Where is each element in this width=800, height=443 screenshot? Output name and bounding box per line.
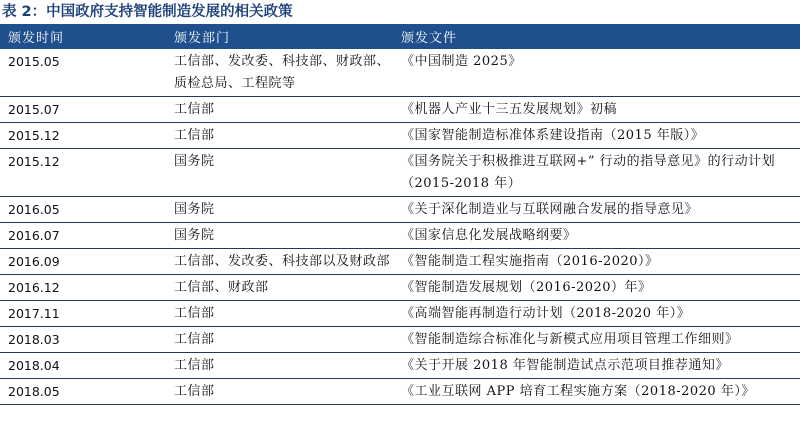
- cell-date: 2016.12: [0, 275, 172, 301]
- table-row: [0, 223, 800, 249]
- header-document: 颁发文件: [401, 31, 458, 46]
- cell-date: 2015.07: [0, 97, 172, 123]
- table-header: [0, 24, 800, 49]
- cell-department: 工信部、财政部: [172, 275, 399, 301]
- cell-document: 《工业互联网 APP 培育工程实施方案（2018-2020 年）》: [399, 379, 800, 405]
- cell-date: 2018.03: [0, 327, 172, 353]
- cell-date: 2016.05: [0, 197, 172, 223]
- policy-table: [0, 24, 800, 405]
- table-row: [0, 197, 800, 223]
- cell-document: 《关于深化制造业与互联网融合发展的指导意见》: [399, 197, 800, 223]
- cell-document: 《智能制造发展规划（2016-2020）年》: [399, 275, 800, 301]
- cell-document: 《智能制造综合标准化与新模式应用项目管理工作细则》: [399, 327, 800, 353]
- table-row: [0, 301, 800, 327]
- table-row: [0, 353, 800, 379]
- header-department: 颁发部门: [174, 31, 231, 46]
- cell-department: 工信部、发改委、科技部以及财政部: [172, 249, 399, 275]
- cell-document: 《关于开展 2018 年智能制造试点示范项目推荐通知》: [399, 353, 800, 379]
- table-row: [0, 249, 800, 275]
- header-date: 颁发时间: [8, 31, 65, 46]
- cell-document: 《智能制造工程实施指南（2016-2020）》: [399, 249, 800, 275]
- cell-department: 国务院: [172, 149, 399, 197]
- cell-date: 2015.05: [0, 49, 172, 97]
- table-row: [0, 149, 800, 197]
- table-body: [0, 49, 800, 405]
- cell-department: 国务院: [172, 197, 399, 223]
- cell-department: 国务院: [172, 223, 399, 249]
- cell-department: 工信部: [172, 97, 399, 123]
- table-row: [0, 275, 800, 301]
- cell-date: 2016.09: [0, 249, 172, 275]
- cell-department: 工信部: [172, 123, 399, 149]
- cell-department: 工信部: [172, 327, 399, 353]
- cell-document: 《国家信息化发展战略纲要》: [399, 223, 800, 249]
- cell-department: 工信部、发改委、科技部、财政部、质检总局、工程院等: [172, 49, 399, 97]
- table-row: [0, 327, 800, 353]
- table-row: [0, 379, 800, 405]
- header-row: [0, 24, 800, 49]
- cell-date: 2018.05: [0, 379, 172, 405]
- cell-department: 工信部: [172, 379, 399, 405]
- cell-date: 2017.11: [0, 301, 172, 327]
- cell-document: 《中国制造 2025》: [399, 49, 800, 97]
- cell-document: 《国家智能制造标准体系建设指南（2015 年版）》: [399, 123, 800, 149]
- cell-document: 《国务院关于积极推进互联网+” 行动的指导意见》的行动计划（2015-2018 年）: [399, 149, 800, 197]
- cell-department: 工信部: [172, 353, 399, 379]
- cell-date: 2015.12: [0, 149, 172, 197]
- cell-date: 2016.07: [0, 223, 172, 249]
- table-row: [0, 123, 800, 149]
- table-caption: 表 2：中国政府支持智能制造发展的相关政策: [2, 4, 293, 20]
- cell-department: 工信部: [172, 301, 399, 327]
- cell-date: 2015.12: [0, 123, 172, 149]
- table-row: [0, 97, 800, 123]
- cell-document: 《机器人产业十三五发展规划》初稿: [399, 97, 800, 123]
- table-row: [0, 49, 800, 97]
- cell-date: 2018.04: [0, 353, 172, 379]
- cell-document: 《高端智能再制造行动计划（2018-2020 年）》: [399, 301, 800, 327]
